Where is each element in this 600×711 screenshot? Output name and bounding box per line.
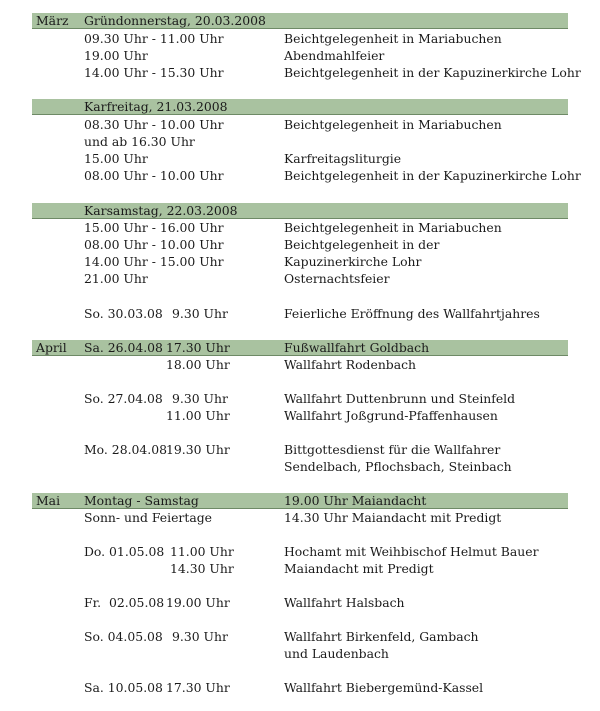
- date: Sa. 26.04.08: [84, 340, 163, 355]
- time: 18.00 Uhr: [166, 357, 230, 372]
- date: So. 27.04.08: [84, 391, 163, 406]
- time: 21.00 Uhr: [84, 271, 148, 286]
- date: So. 04.05.08: [84, 629, 163, 644]
- time: 11.00 Uhr: [170, 544, 234, 559]
- time: 15.00 Uhr: [84, 151, 148, 166]
- date: So. 30.03.08: [84, 306, 163, 321]
- description: Wallfahrt Halsbach: [284, 595, 405, 610]
- day-header-karsamstag: Karsamstag, 22.03.2008: [84, 203, 238, 218]
- date: Do. 01.05.08: [84, 544, 165, 559]
- time: 15.00 Uhr - 16.00 Uhr: [84, 220, 224, 235]
- description: Beichtgelegenheit in Mariabuchen: [284, 31, 502, 46]
- time: 19.30 Uhr: [166, 442, 230, 457]
- time: 17.30 Uhr: [166, 680, 230, 695]
- description: Beichtgelegenheit in Mariabuchen: [284, 220, 502, 235]
- time: 14.00 Uhr - 15.30 Uhr: [84, 65, 224, 80]
- description: Maiandacht mit Predigt: [284, 561, 434, 576]
- time: 08.30 Uhr - 10.00 Uhr: [84, 117, 224, 132]
- description: Wallfahrt Joßgrund-Pfaffenhausen: [284, 408, 498, 423]
- date: Mo. 28.04.08: [84, 442, 167, 457]
- description: Abendmahlfeier: [284, 48, 385, 63]
- description: Bittgottesdienst für die Wallfahrer: [284, 442, 501, 457]
- time: 08.00 Uhr - 10.00 Uhr: [84, 168, 224, 183]
- description: 19.00 Uhr Maiandacht: [284, 493, 427, 508]
- time: 17.30 Uhr: [166, 340, 230, 355]
- description: Sendelbach, Pflochsbach, Steinbach: [284, 459, 512, 474]
- time: 08.00 Uhr - 10.00 Uhr: [84, 237, 224, 252]
- time: 14.30 Uhr: [170, 561, 234, 576]
- description: Osternachtsfeier: [284, 271, 390, 286]
- month-label-maerz: März: [36, 13, 69, 28]
- date: Fr. 02.05.08: [84, 595, 165, 610]
- month-label-mai: Mai: [36, 493, 61, 508]
- time: 11.00 Uhr: [166, 408, 230, 423]
- description: Feierliche Eröffnung des Wallfahrtjahres: [284, 306, 540, 321]
- description: Wallfahrt Birkenfeld, Gambach: [284, 629, 479, 644]
- description: Beichtgelegenheit in der Kapuzinerkirche Lohr: [284, 65, 581, 80]
- description: Beichtgelegenheit in der Kapuzinerkirche Lohr: [284, 168, 581, 183]
- time: 14.00 Uhr - 15.00 Uhr: [84, 254, 224, 269]
- description: und Laudenbach: [284, 646, 389, 661]
- description: Fußwallfahrt Goldbach: [284, 340, 430, 355]
- description: Beichtgelegenheit in der: [284, 237, 440, 252]
- description: Wallfahrt Duttenbrunn und Steinfeld: [284, 391, 516, 406]
- label: Montag - Samstag: [84, 493, 199, 508]
- description: Kapuzinerkirche Lohr: [284, 254, 422, 269]
- day-header-gruendonnerstag: Gründonnerstag, 20.03.2008: [84, 13, 266, 28]
- time: 9.30 Uhr: [172, 391, 228, 406]
- time: 09.30 Uhr - 11.00 Uhr: [84, 31, 224, 46]
- description: 14.30 Uhr Maiandacht mit Predigt: [284, 510, 502, 525]
- description: Beichtgelegenheit in Mariabuchen: [284, 117, 502, 132]
- description: Karfreitagsliturgie: [284, 151, 402, 166]
- time: 19.00 Uhr: [84, 48, 148, 63]
- time: 19.00 Uhr: [166, 595, 230, 610]
- month-label-april: April: [36, 340, 67, 355]
- time: und ab 16.30 Uhr: [84, 134, 195, 149]
- time: 9.30 Uhr: [172, 306, 228, 321]
- date: Sa. 10.05.08: [84, 680, 163, 695]
- description: Wallfahrt Rodenbach: [284, 357, 417, 372]
- time: 9.30 Uhr: [172, 629, 228, 644]
- description: Wallfahrt Biebergemünd-Kassel: [284, 680, 484, 695]
- label: Sonn- und Feiertage: [84, 510, 212, 525]
- day-header-karfreitag: Karfreitag, 21.03.2008: [84, 99, 228, 114]
- description: Hochamt mit Weihbischof Helmut Bauer: [284, 544, 539, 559]
